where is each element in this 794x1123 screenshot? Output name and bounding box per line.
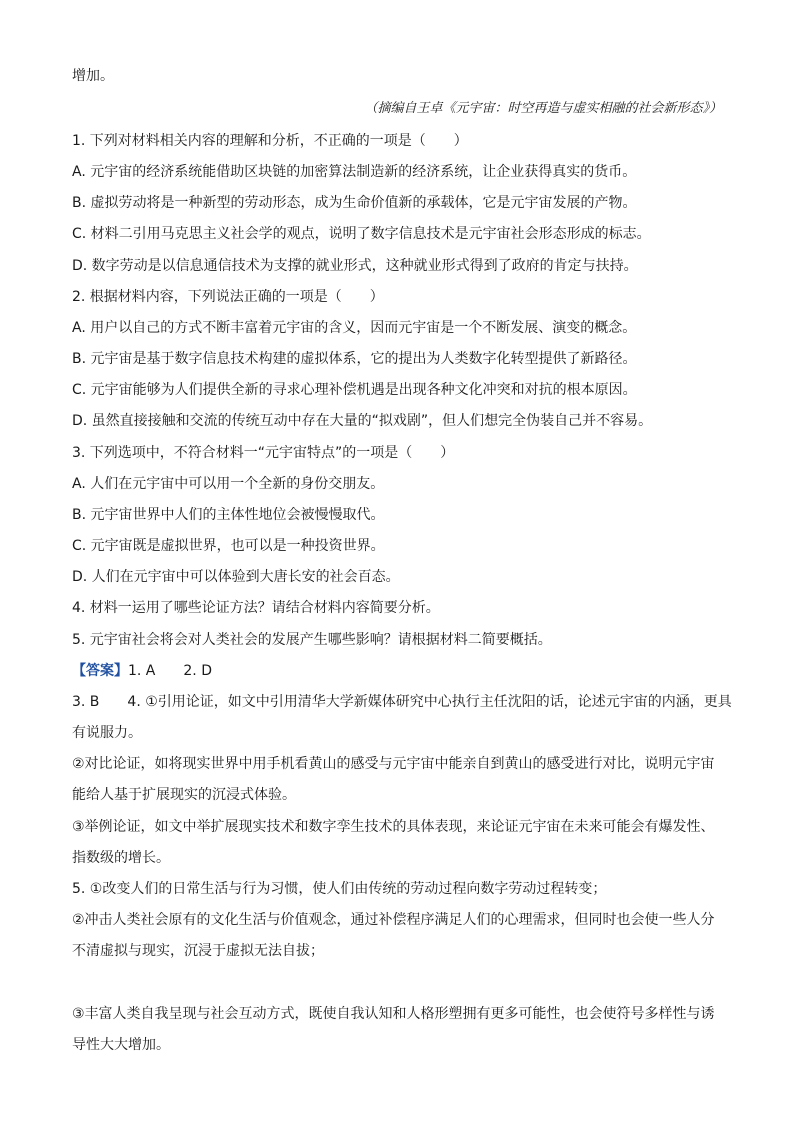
q1-stem: 1. 下列对材料相关内容的理解和分析，不正确的一项是（ ） <box>72 133 468 149</box>
answer-1: 1. A <box>128 663 156 679</box>
q3-option-a: A. 人们在元宇宙中可以用一个全新的身份交朋友。 <box>72 476 385 492</box>
q1-option-c: C. 材料二引用马克思主义社会学的观点，说明了数字信息技术是元宇宙社会形态形成的标志。 <box>72 226 651 242</box>
q3-stem: 3. 下列选项中，不符合材料一“元宇宙特点”的一项是（ ） <box>72 445 455 461</box>
answer-4-point-1: 4. ①引用论证，如文中引用清华大学新媒体研究中心执行主任沈阳的话，论述元宇宙的内涵，更具 <box>127 694 732 710</box>
answer-4-point-3: ③举例论证，如文中举扩展现实技术和数字孪生技术的具体表现，来论证元宇宙在未来可能会有爆发性、 <box>72 819 715 835</box>
answer-4-point-3-cont: 指数级的增长。 <box>72 850 170 866</box>
q2-option-d: D. 虽然直接接触和交流的传统互动中存在大量的“拟戏剧”，但人们想完全伪装自己并不容易。 <box>72 413 653 429</box>
answer-4-point-2-cont: 能给人基于扩展现实的沉浸式体验。 <box>72 787 296 803</box>
answer-5-point-1: 5. ①改变人们的日常生活与行为习惯，使人们由传统的劳动过程向数字劳动过程转变； <box>72 881 607 897</box>
top-fragment: 增加。 <box>72 68 114 84</box>
q1-option-b: B. 虚拟劳动将是一种新型的劳动形态，成为生命价值新的承载体，它是元宇宙发展的产物。 <box>72 195 637 211</box>
q3-option-b: B. 元宇宙世界中人们的主体性地位会被慢慢取代。 <box>72 507 385 523</box>
answer-line-1 <box>72 661 730 681</box>
q5-stem: 5. 元宇宙社会将会对人类社会的发展产生哪些影响？请根据材料二简要概括。 <box>72 632 552 648</box>
answer-4-point-1-cont: 有说服力。 <box>72 725 142 741</box>
q1-option-d: D. 数字劳动是以信息通信技术为支撑的就业形式，这种就业形式得到了政府的肯定与扶持。 <box>72 258 638 274</box>
q4-stem: 4. 材料一运用了哪些论证方法？请结合材料内容简要分析。 <box>72 600 440 616</box>
answer-line-2 <box>72 692 730 712</box>
q3-option-c: C. 元宇宙既是虚拟世界，也可以是一种投资世界。 <box>72 538 385 554</box>
answer-3: 3. B <box>72 694 100 710</box>
answer-5-point-2: ②冲击人类社会原有的文化生活与价值观念，通过补偿程序满足人们的心理需求，但同时也会使一些人分 <box>72 912 715 928</box>
answer-tag: 【答案】 <box>72 663 128 679</box>
q2-option-a: A. 用户以自己的方式不断丰富着元宇宙的含义，因而元宇宙是一个不断发展、演变的概念。 <box>72 320 637 336</box>
q3-option-d: D. 人们在元宇宙中可以体验到大唐长安的社会百态。 <box>72 569 400 585</box>
source-citation: （摘编自王卓《元宇宙：时空再造与虚实相融的社会新形态》） <box>364 101 722 116</box>
q2-stem: 2. 根据材料内容，下列说法正确的一项是（ ） <box>72 289 384 305</box>
answer-4-point-2: ②对比论证，如将现实世界中用手机看黄山的感受与元宇宙中能亲自到黄山的感受进行对比，说明元宇宙 <box>72 756 715 772</box>
q1-option-a: A. 元宇宙的经济系统能借助区块链的加密算法制造新的经济系统，让企业获得真实的货币。 <box>72 164 637 180</box>
q2-option-b: B. 元宇宙是基于数字信息技术构建的虚拟体系，它的提出为人类数字化转型提供了新路径。 <box>72 351 637 367</box>
answer-2: 2. D <box>183 663 212 679</box>
answer-5-point-3-cont: 导性大大增加。 <box>72 1037 170 1053</box>
q2-option-c: C. 元宇宙能够为人们提供全新的寻求心理补偿机遇是出现各种文化冲突和对抗的根本原因。 <box>72 382 637 398</box>
answer-5-point-3: ③丰富人类自我呈现与社会互动方式，既使自我认知和人格形塑拥有更多可能性，也会使符号多样性与诱 <box>72 1006 715 1022</box>
answer-5-point-2-cont: 不清虚拟与现实，沉浸于虚拟无法自拔； <box>72 943 324 959</box>
